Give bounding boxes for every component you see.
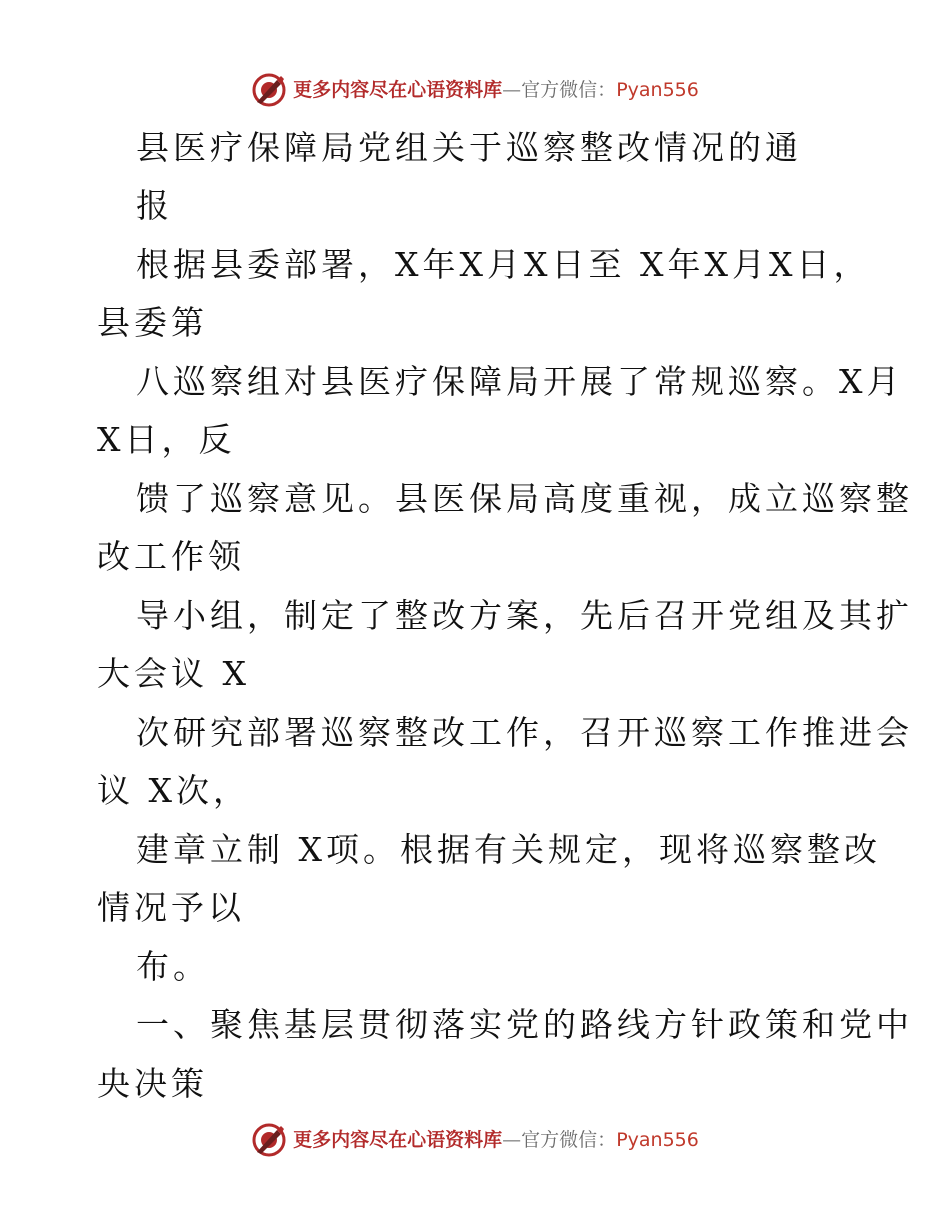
watermark-separator: — (502, 78, 522, 101)
doc-text-line: 建章立制 X项。根据有关规定，现将巡察整改 (136, 830, 881, 869)
watermark-wechat-id: Pyan556 (616, 78, 699, 101)
section-heading-line: 央决策 (97, 1064, 208, 1103)
doc-text-line: 情况予以 (97, 888, 245, 927)
watermark-brand: 更多内容尽在心语资料库 (293, 78, 503, 101)
pen-logo-icon (251, 1122, 287, 1158)
watermark-label: 官方微信： (521, 78, 617, 101)
doc-title-line: 报 (136, 186, 173, 225)
doc-text-line: 大会议 X (97, 654, 250, 693)
doc-text-line: 八巡察组对县医疗保障局开展了常规巡察。X月 (136, 362, 904, 401)
footer-watermark (0, 1120, 950, 1160)
doc-text-line: 根据县委部署，X年X月X日至 X年X月X日， (136, 245, 871, 284)
doc-text-line: 改工作领 (97, 537, 245, 576)
doc-text-line: 议 X次， (97, 771, 250, 810)
section-heading-line: 一、聚焦基层贯彻落实党的路线方针政策和党中 (136, 1005, 913, 1044)
doc-text-line: 导小组，制定了整改方案，先后召开党组及其扩 (136, 596, 913, 635)
watermark-separator: — (502, 1128, 522, 1151)
watermark-wechat-id: Pyan556 (616, 1128, 699, 1151)
doc-text-line: X日，反 (97, 420, 236, 459)
doc-text-line: 县委第 (97, 303, 208, 342)
doc-text-line: 次研究部署巡察整改工作，召开巡察工作推进会 (136, 713, 913, 752)
doc-title-line: 县医疗保障局党组关于巡察整改情况的通 (136, 128, 802, 167)
doc-text-line: 布。 (136, 947, 210, 986)
doc-text-line: 馈了巡察意见。县医保局高度重视，成立巡察整 (136, 479, 913, 518)
watermark-label: 官方微信： (521, 1128, 617, 1151)
watermark-brand: 更多内容尽在心语资料库 (293, 1128, 503, 1151)
